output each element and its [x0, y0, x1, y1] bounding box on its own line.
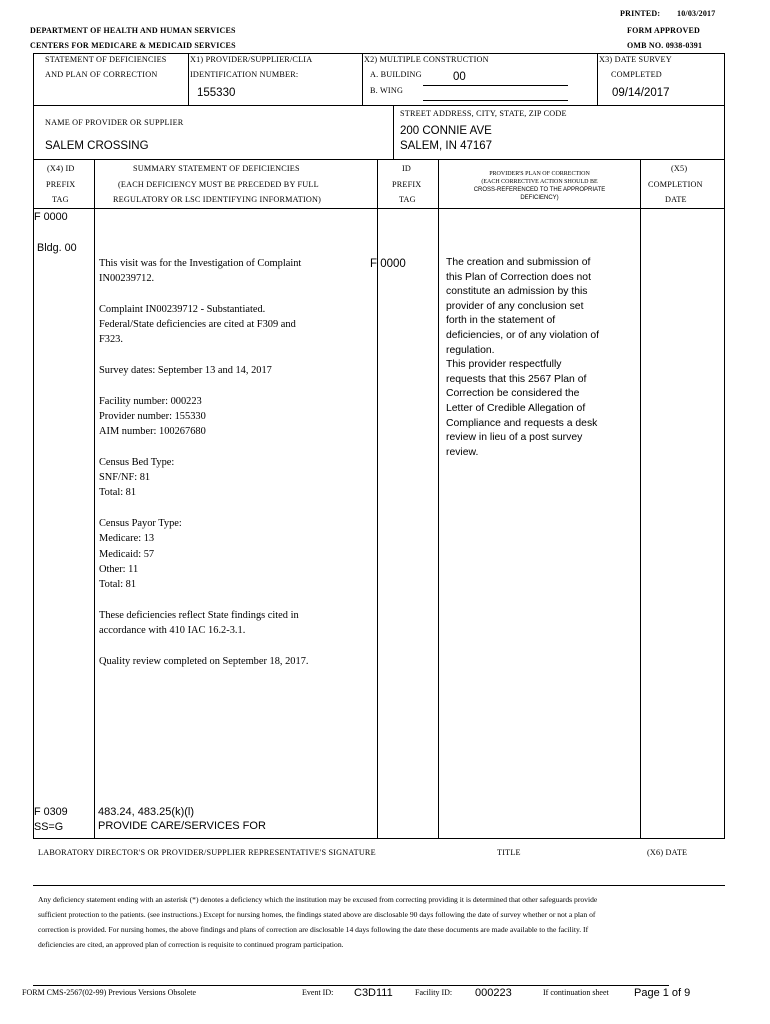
- x2-building-label: A. BUILDING: [370, 70, 422, 79]
- tag-f0000: F 0000: [34, 211, 68, 223]
- footnote-text: Any deficiency statement ending with an asterisk (*) denotes a deficiency which the institution may be excused from correcting providing it is determined that other safeguards provide sufficient protection to the patients. (see instructions.) Except for nursing homes, the findings stated above are disclosable 90 days following the date of survey whether or not a plan of correction is provided. For nursing homes, the above findings and plans of correction are disclosable 14 days following the date these documents are made available to the facility. If deficiencies are cited, an approved plan of correction is requisite to continued program participation.: [38, 895, 598, 949]
- x4-header-2: PREFIX: [46, 180, 76, 189]
- x2-wing-label: B. WING: [370, 86, 404, 95]
- provider-name-value: SALEM CROSSING: [45, 140, 149, 152]
- poc-header-1: PROVIDER'S PLAN OF CORRECTION: [489, 171, 590, 177]
- event-id-value: C3D111: [354, 987, 393, 999]
- poc-header-3: CROSS-REFERENCED TO THE APPROPRIATE: [473, 187, 606, 193]
- printed-date: 10/03/2017: [677, 9, 716, 18]
- id-tag-f0000: F 0000: [370, 258, 406, 270]
- x5-header-1: (X5): [671, 164, 688, 173]
- regulation-number: 483.24, 483.25(k)(l): [98, 806, 194, 818]
- summary-header-2: (EACH DEFICIENCY MUST BE PRECEDED BY FULL: [118, 180, 319, 189]
- tag-f0309: F 0309: [34, 806, 68, 818]
- x1-label-2: IDENTIFICATION NUMBER:: [190, 70, 299, 79]
- facility-id-value: 000223: [475, 987, 512, 999]
- printed-label: PRINTED:: [620, 9, 661, 18]
- id-header-3: TAG: [399, 195, 416, 204]
- address-line-1: 200 CONNIE AVE: [400, 125, 492, 137]
- form-approved: FORM APPROVED: [627, 26, 701, 35]
- summary-header-1: SUMMARY STATEMENT OF DEFICIENCIES: [133, 164, 300, 173]
- address-label: STREET ADDRESS, CITY, STATE, ZIP CODE: [400, 109, 567, 118]
- x2-building-value: 00: [453, 71, 466, 83]
- statement-label-1: STATEMENT OF DEFICIENCIES: [45, 55, 167, 64]
- summary-header-3: REGULATORY OR LSC IDENTIFYING INFORMATION): [113, 195, 322, 204]
- address-line-2: SALEM, IN 47167: [400, 140, 493, 152]
- survey-date-value: 09/14/2017: [612, 87, 670, 99]
- facility-id-label: Facility ID:: [415, 988, 453, 997]
- x1-label: X1) PROVIDER/SUPPLIER/CLIA: [190, 55, 313, 64]
- omb-number: OMB NO. 0938-0391: [627, 41, 703, 50]
- id-header-1: ID: [402, 164, 412, 173]
- continuation-label: If continuation sheet: [543, 988, 609, 997]
- department-title: DEPARTMENT OF HEALTH AND HUMAN SERVICES: [30, 26, 236, 35]
- x4-header-3: TAG: [52, 195, 69, 204]
- x4-header-1: (X4) ID: [47, 164, 75, 173]
- event-id-label: Event ID:: [302, 988, 334, 997]
- plan-of-correction-text: The creation and submission of this Plan of Correction does not constitute an admission by this provider of any conclusion set forth in the statement of deficiencies, or of any violation of regulation. This provider respectfully requests that this 2567 Plan of Correction be considered the Letter of Credible Allegation of Compliance and requests a desk review in lieu of a post survey review.: [446, 257, 600, 458]
- x3-label: X3) DATE SURVEY: [599, 55, 672, 64]
- summary-text: This visit was for the Investigation of Complaint IN00239712. Complaint IN00239712 - Substantiated. Federal/State deficiencies are cited at F309 and F323. Survey dates: September 13 and 14, 2017 Facility number: 000223 Provider number: 155330 AIM number: 100267680 Census Bed Type: SNF/NF: 81 Total: 81 Census Payor Type: Medicare: 13 Medicaid: 57 Other: 11 Total: 81 These deficiencies reflect State findings cited in accordance with 410 IAC 16.2-3.1. Quality review completed on September 18, 2017.: [99, 258, 309, 667]
- x5-header-2: COMPLETION: [648, 180, 703, 189]
- severity-tag: SS=G: [34, 821, 64, 833]
- statement-label-2: AND PLAN OF CORRECTION: [45, 70, 158, 79]
- provider-id-value: 155330: [197, 87, 236, 99]
- poc-header-2: (EACH CORRECTIVE ACTION SHOULD BE: [481, 179, 598, 185]
- page-number: Page 1 of 9: [634, 987, 691, 999]
- x3-label-2: COMPLETED: [611, 70, 662, 79]
- id-header-2: PREFIX: [392, 180, 422, 189]
- building-tag: Bldg. 00: [37, 242, 77, 254]
- provider-name-label: NAME OF PROVIDER OR SUPPLIER: [45, 118, 184, 127]
- x6-date-label: (X6) DATE: [647, 848, 688, 857]
- regulation-title: PROVIDE CARE/SERVICES FOR: [98, 820, 266, 832]
- centers-title: CENTERS FOR MEDICARE & MEDICAID SERVICES: [30, 41, 236, 50]
- x2-label: X2) MULTIPLE CONSTRUCTION: [364, 55, 489, 64]
- form-number: FORM CMS-2567(02-99) Previous Versions Obsolete: [22, 988, 197, 997]
- x5-header-3: DATE: [665, 195, 687, 204]
- poc-header-4: DEFICIENCY): [520, 195, 559, 201]
- signature-label: LABORATORY DIRECTOR'S OR PROVIDER/SUPPLIER REPRESENTATIVE'S SIGNATURE: [38, 848, 376, 857]
- title-label: TITLE: [497, 848, 521, 857]
